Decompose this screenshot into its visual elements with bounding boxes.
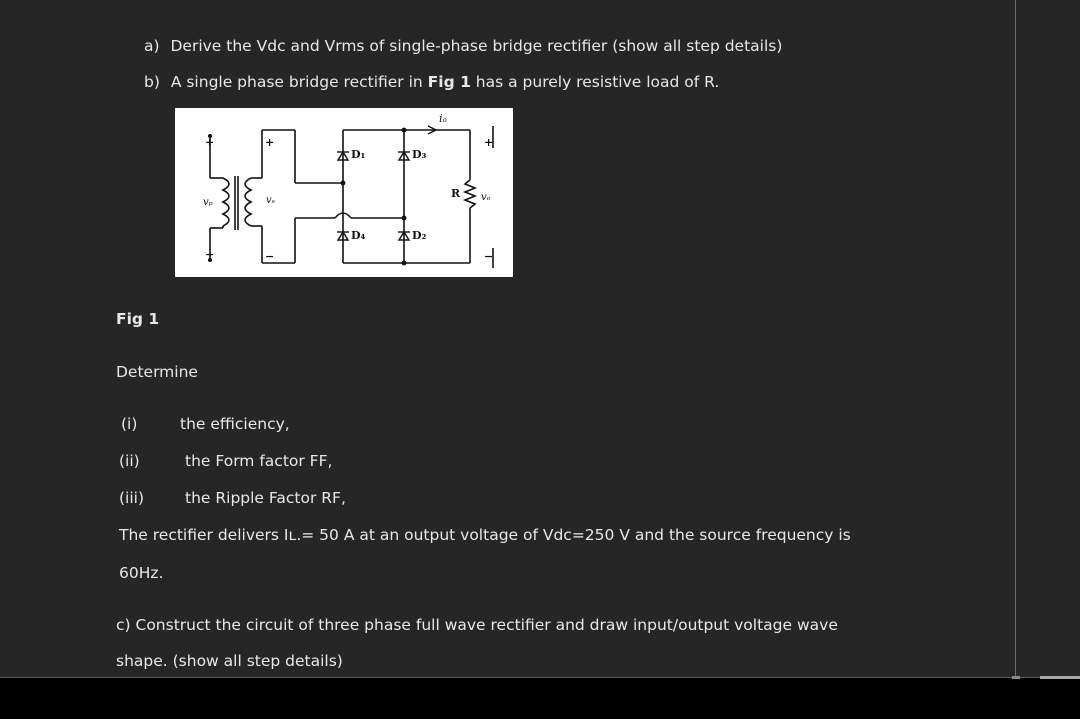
label-io: iₒ — [439, 112, 447, 125]
figure-caption: Fig 1 — [116, 310, 160, 328]
load-resistor — [465, 180, 475, 208]
secondary-coil — [245, 178, 251, 226]
item-2-number: (ii) — [119, 452, 140, 470]
page-margin-rule — [1015, 0, 1016, 678]
bridge-rectifier-circuit-figure — [175, 108, 513, 277]
label-secondary-plus: + — [265, 136, 275, 149]
label-vp: vₚ — [203, 197, 213, 208]
label-output-minus: − — [484, 250, 494, 263]
label-r: R — [451, 187, 461, 200]
question-a — [144, 36, 782, 56]
question-b-marker: b) — [144, 73, 160, 91]
item-1-text: the efficiency, — [180, 415, 290, 433]
label-d4: D₄ — [351, 229, 366, 242]
primary-coil — [223, 178, 229, 226]
item-3-number: (iii) — [119, 489, 145, 507]
item-2-text: the Form factor FF, — [185, 452, 333, 470]
question-b-text-before: A single phase bridge rectifier in — [170, 73, 428, 91]
node-b — [402, 216, 407, 221]
question-a-marker: a) — [144, 37, 160, 55]
label-primary-minus: − — [205, 248, 215, 261]
delivers-line-1: The rectifier delivers Iʟ.= 50 A at an output voltage of Vdc=250 V and the source frequency is — [119, 526, 851, 544]
node-a — [341, 181, 346, 186]
delivers-line-2: 60Hz. — [119, 564, 164, 582]
question-a-text: Derive the Vdc and Vrms of single-phase bridge rectifier (show all step details) — [170, 37, 783, 55]
label-d3: D₃ — [412, 148, 427, 161]
scroll-marker-bar — [1040, 676, 1080, 679]
scroll-marker — [1012, 676, 1020, 679]
circuit-diagram — [175, 108, 513, 277]
determine-heading: Determine — [116, 363, 198, 381]
question-b-fig-ref: Fig 1 — [427, 73, 471, 91]
node-bottom — [402, 261, 407, 266]
label-secondary-minus: − — [265, 250, 275, 263]
question-c-line-2: shape. (show all step details) — [116, 652, 343, 670]
label-primary-plus: + — [205, 136, 215, 149]
label-d2: D₂ — [412, 229, 427, 242]
label-output-plus: + — [484, 136, 494, 149]
label-vs: vₛ — [266, 195, 276, 206]
label-d1: D₁ — [351, 148, 366, 161]
question-b — [144, 72, 719, 92]
label-vo: vₒ — [481, 192, 491, 203]
question-b-text-after: has a purely resistive load of R. — [470, 73, 720, 91]
bottom-black-bar — [0, 678, 1080, 719]
item-1-number: (i) — [121, 415, 138, 433]
node-top — [402, 128, 407, 133]
question-c-line-1: c) Construct the circuit of three phase full wave rectifier and draw input/output voltage wave — [116, 616, 838, 634]
item-3-text: the Ripple Factor RF, — [185, 489, 346, 507]
